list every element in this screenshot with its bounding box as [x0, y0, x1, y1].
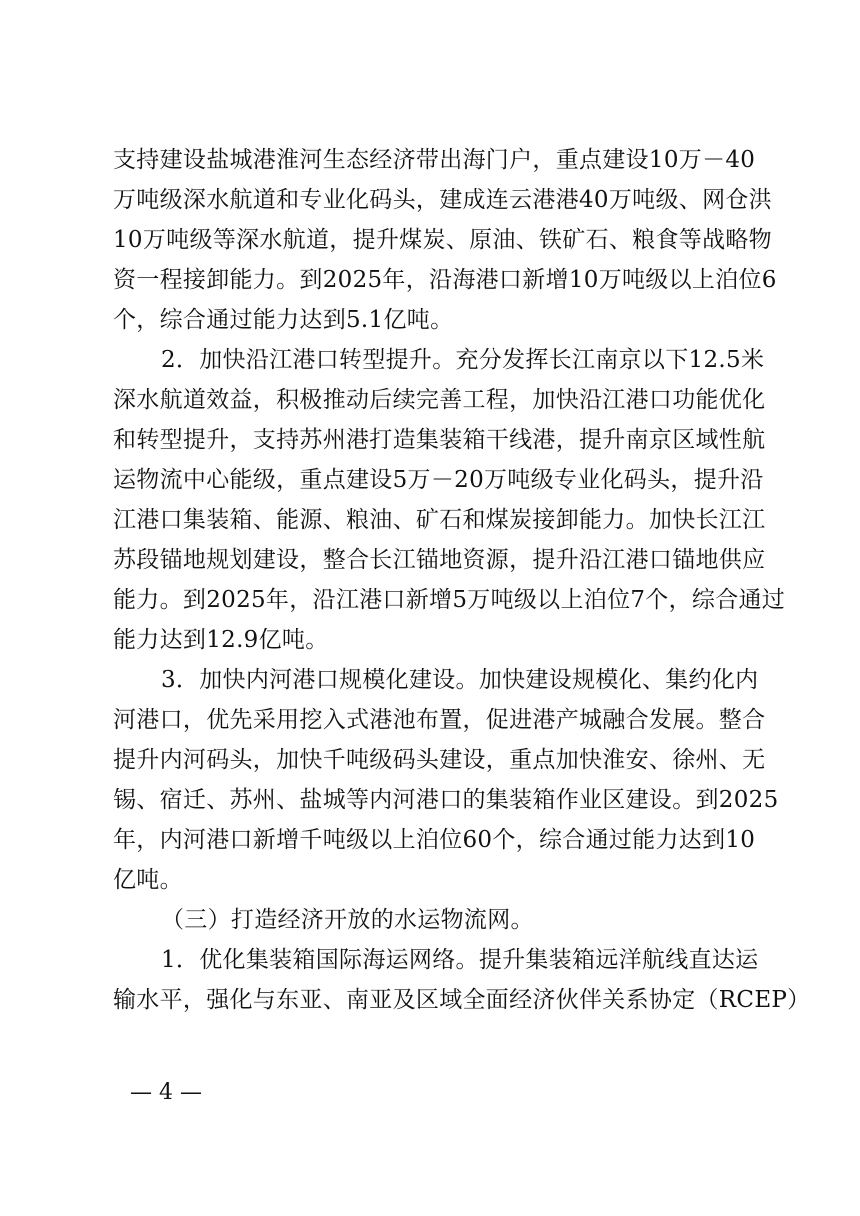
- text-line: 2．加快沿江港口转型提升。充分发挥长江南京以下12.5米: [161, 347, 765, 373]
- document-body: [113, 140, 811, 1020]
- text-line: 江港口集装箱、能源、粮油、矿石和煤炭接卸能力。加快长江江: [113, 507, 766, 533]
- text-line: 10万吨级等深水航道，提升煤炭、原油、铁矿石、粮食等战略物: [113, 227, 772, 253]
- text-line: 1．优化集装箱国际海运网络。提升集装箱远洋航线直达运: [161, 947, 759, 973]
- text-line: 能力。到2025年，沿江港口新增5万吨级以上泊位7个，综合通过: [113, 587, 786, 613]
- text-line: 资一程接卸能力。到2025年，沿海港口新增10万吨级以上泊位6: [113, 267, 777, 293]
- text-line: 万吨级深水航道和专业化码头，建成连云港港40万吨级、网仓洪: [113, 187, 772, 213]
- text-line: 支持建设盐城港淮河生态经济带出海门户，重点建设10万－40: [113, 147, 756, 173]
- text-line: 3．加快内河港口规模化建设。加快建设规模化、集约化内: [161, 667, 759, 693]
- text-line: 输水平，强化与东亚、南亚及区域全面经济伙伴关系协定（RCEP）: [113, 987, 811, 1013]
- text-line: 和转型提升，支持苏州港打造集装箱干线港，提升南京区域性航: [113, 427, 766, 453]
- text-line: 河港口，优先采用挖入式港池布置，促进港产城融合发展。整合: [113, 707, 766, 733]
- text-line: 深水航道效益，积极推动后续完善工程，加快沿江港口功能优化: [113, 387, 766, 413]
- text-line: 个，综合通过能力达到5.1亿吨。: [113, 307, 454, 333]
- text-line: 锡、宿迁、苏州、盐城等内河港口的集装箱作业区建设。到2025: [113, 787, 779, 813]
- text-line: 苏段锚地规划建设，整合长江锚地资源，提升沿江港口锚地供应: [113, 547, 766, 573]
- paragraph-container-shipping: [113, 940, 811, 1020]
- text-line: 亿吨。: [113, 867, 183, 893]
- text-line: 提升内河码头，加快千吨级码头建设，重点加快淮安、徐州、无: [113, 747, 766, 773]
- text-line: （三）打造经济开放的水运物流网。: [161, 907, 534, 933]
- paragraph-coastal-ports-continued: [113, 140, 777, 340]
- text-line: 能力达到12.9亿吨。: [113, 627, 329, 653]
- text-line: 年，内河港口新增千吨级以上泊位60个，综合通过能力达到10: [113, 827, 756, 853]
- section-heading-shipping-network: [113, 900, 748, 940]
- paragraph-yangtze-ports: [113, 340, 786, 660]
- paragraph-inland-ports: [113, 660, 779, 900]
- text-line: 运物流中心能级，重点建设5万－20万吨级专业化码头，提升沿: [113, 467, 764, 493]
- page-number: — 4 —: [130, 1080, 202, 1105]
